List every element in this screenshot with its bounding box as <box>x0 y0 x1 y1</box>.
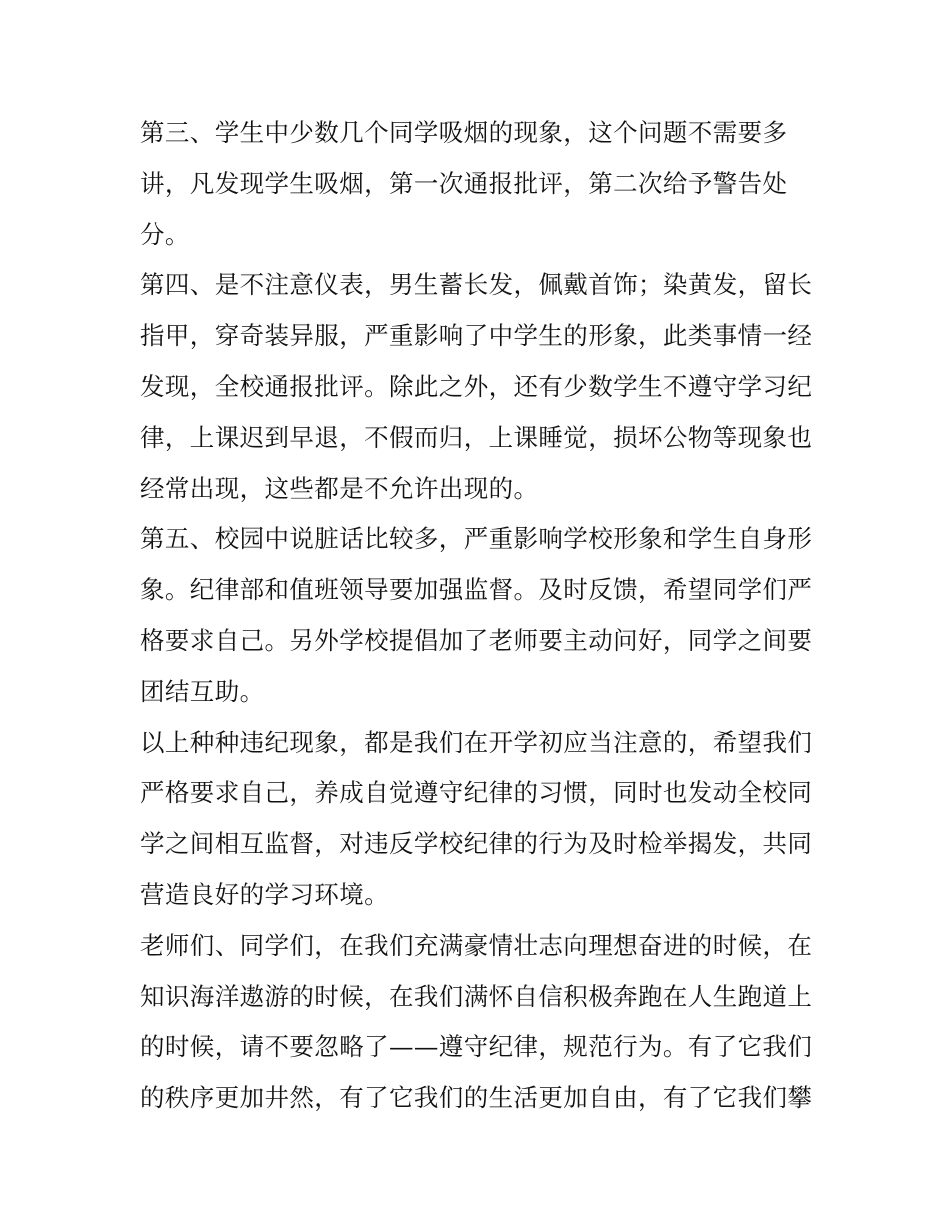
text-line: 第四、是不注意仪表，男生蓄长发，佩戴首饰；染黄发，留长 <box>140 270 813 300</box>
text-line: 学之间相互监督，对违反学校纪律的行为及时检举揭发，共同 <box>140 829 813 859</box>
text-line: 知识海洋遨游的时候，在我们满怀自信积极奔跑在人生跑道上 <box>140 981 813 1011</box>
text-line: 分。 <box>140 219 190 249</box>
text-line: 老师们、同学们，在我们充满豪情壮志向理想奋进的时候，在 <box>140 930 813 960</box>
text-line: 象。纪律部和值班领导要加强监督。及时反馈，希望同学们严 <box>140 575 813 605</box>
text-line: 营造良好的学习环境。 <box>140 879 389 909</box>
text-line: 的秩序更加井然，有了它我们的生活更加自由，有了它我们攀 <box>140 1083 813 1113</box>
text-line: 讲，凡发现学生吸烟，第一次通报批评，第二次给予警告处 <box>140 168 788 198</box>
paragraph-closing <box>140 921 815 1124</box>
text-line: 律，上课迟到早退，不假而归，上课睡觉，损坏公物等现象也 <box>140 422 813 452</box>
text-line: 发现，全校通报批评。除此之外，还有少数学生不遵守学习纪 <box>140 371 813 401</box>
text-line: 指甲，穿奇装异服，严重影响了中学生的形象，此类事情一经 <box>140 321 813 351</box>
paragraph-summary <box>140 718 815 921</box>
text-line: 严格要求自己，养成自觉遵守纪律的习惯，同时也发动全校同 <box>140 778 813 808</box>
paragraph-4 <box>140 260 815 514</box>
document-body <box>140 108 815 1124</box>
text-line: 以上种种违纪现象，都是我们在开学初应当注意的，希望我们 <box>140 727 813 757</box>
text-line: 团结互助。 <box>140 676 265 706</box>
text-line: 格要求自己。另外学校提倡加了老师要主动问好，同学之间要 <box>140 625 813 655</box>
text-line: 第五、校园中说脏话比较多，严重影响学校形象和学生自身形 <box>140 524 813 554</box>
text-line: 经常出现，这些都是不允许出现的。 <box>140 473 539 503</box>
paragraph-3 <box>140 108 815 260</box>
paragraph-5 <box>140 514 815 717</box>
text-line: 第三、学生中少数几个同学吸烟的现象，这个问题不需要多 <box>140 118 788 147</box>
text-line: 的时候，请不要忽略了——遵守纪律，规范行为。有了它我们 <box>140 1032 813 1062</box>
